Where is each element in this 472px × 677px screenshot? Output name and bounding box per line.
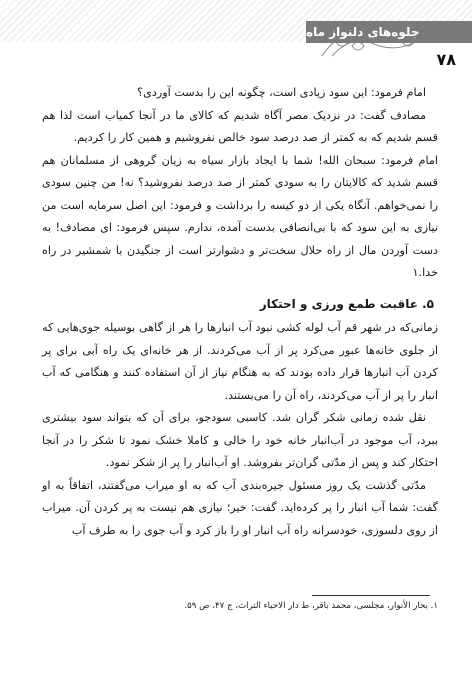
footnote-divider (312, 595, 430, 596)
paragraph: امام فرمود: سبحان الله! شما با ایجاد بازار سیاه به زیان گروهی از مسلمانان هم قسم شدید که کالایتان را به سودی کمتر از صد درصد نفروشید؟ نه! من چنین سودی را نمی‌خواهم. آنگاه یکی از دو کیسه را برداشت و فرمود: این اصل سرمایه است من نیازی به این سود که با بی‌انصافی بدست آمده، ندارم. سپس فرمود: ای مصادف! به دست آوردن مال از راه حلال سخت‌تر و دشوارتر است از جنگیدن با شمشیر در راه خدا.۱ (42, 153, 438, 279)
section-heading: ۵. عاقبت طمع ورزی و احتکار (259, 296, 434, 311)
footnote: ۱. بحار الأنوار، مجلسی، محمد باقر، ط دار الاحیاء التراث، ج ۴۷، ص ۵۹. (184, 601, 438, 611)
paragraph: نقل شده زمانی شکر گران شد. کاسبی سودجو، برای آن که بتواند سود بیشتری ببرد، آب موجود در آب‌انبار خانه خود را خالی و کاملا خشک نمود تا شکر را در آنجا احتکار کند و پس از مدّتی گران‌تر بفروشد. او آب‌انبار را پر از شکر نمود. (42, 411, 438, 469)
book-title: جلوه‌های دلنواز ماه (306, 21, 472, 43)
paragraph: زمانی‌که در شهر قم آب لوله کشی نبود آب انبارها را هر از گاهی بوسیله جوی‌هایی که از جلوی خانه‌ها عبور می‌کرد پر از آب می‌کردند. از هر خانه‌ای یک راه آبی برای پر کردن آب انبارها قرار داده بودند که به هنگام نیاز از آن استفاده کنند و هنگامی که آب انبار را پر از آب می‌کردند، راه آن را می‌بستند. (42, 321, 438, 402)
paragraph: مدّتی گذشت یک روز مسئول جیره‌بندی آب که به او میراب می‌گفتند، اتفاقاً به او گفت: شما آب انبار را پر کرده‌اید. گفت: خیر؛ نیازی هم نیست به پر کردن آن. میراب از روی دلسوزی، خودسرانه راه آب انبار او را باز کرد و آب جوی را به طرف آب (42, 478, 438, 537)
page-header (0, 0, 472, 76)
main-text (42, 82, 438, 542)
paragraph: مصادف گفت: در نزدیک مصر آگاه شدیم که کالای ما در آنجا کمیاب است لذا هم قسم شدیم که به کمتر از صد درصد سود خالص نفروشیم و همین کار را کردیم. (42, 108, 438, 144)
page-number: ۷۸ (436, 50, 456, 69)
paragraph: امام فرمود: این سود زیادی است، چگونه این را بدست آوردی؟ (137, 86, 426, 99)
